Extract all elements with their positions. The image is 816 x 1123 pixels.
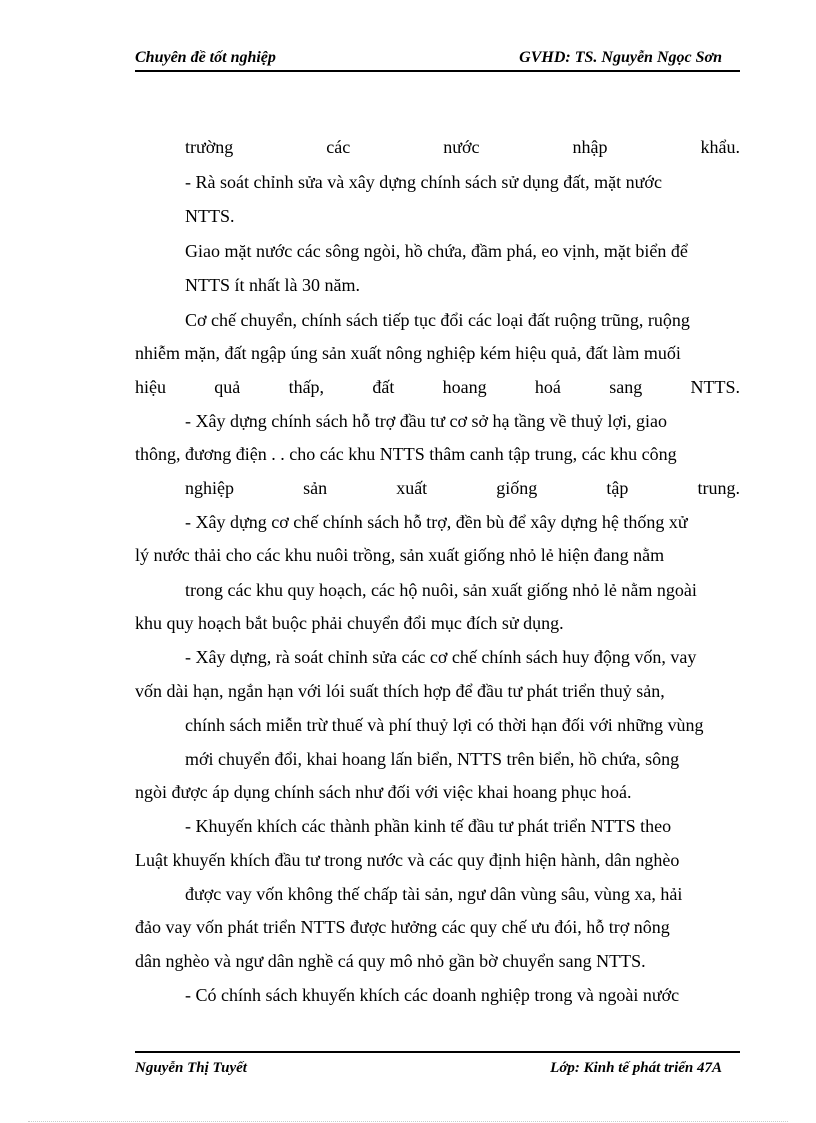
text-line: nghiệp sản xuất giống tập trung.	[185, 478, 740, 498]
text-line: mới chuyển đổi, khai hoang lấn biển, NTTS trên biển, hồ chứa, sông	[185, 749, 680, 769]
text-line: khu quy hoạch bắt buộc phải chuyển đổi mục đích sử dụng.	[135, 613, 564, 633]
text-line: nhiễm mặn, đất ngập úng sản xuất nông nghiệp kém hiệu quả, đất làm muối	[135, 343, 681, 363]
text-line: Giao mặt nước các sông ngòi, hồ chứa, đầm phá, eo vịnh, mặt biển để	[185, 241, 688, 261]
page-edge-divider	[28, 1121, 788, 1122]
page-header	[135, 46, 740, 72]
text-line: đảo vay vốn phát triển NTTS được hưởng các quy chế ưu đói, hỗ trợ nông	[135, 917, 670, 937]
text-line: vốn dài hạn, ngắn hạn với lói suất thích hợp để đầu tư phát triển thuỷ sản,	[135, 681, 665, 701]
page-footer	[135, 1051, 740, 1079]
text-line: - Có chính sách khuyến khích các doanh nghiệp trong và ngoài nước	[185, 985, 680, 1005]
text-line: - Khuyến khích các thành phần kinh tế đầu tư phát triển NTTS theo	[185, 816, 672, 836]
footer-author: Nguyễn Thị Tuyết	[135, 1060, 247, 1076]
text-line: lý nước thải cho các khu nuôi trồng, sản xuất giống nhỏ lẻ hiện đang nằm	[135, 545, 665, 565]
text-line: ngòi được áp dụng chính sách như đối với việc khai hoang phục hoá.	[135, 782, 632, 802]
text-line: NTTS.	[185, 206, 235, 226]
text-line: Cơ chế chuyển, chính sách tiếp tục đổi các loại đất ruộng trũng, ruộng	[185, 310, 690, 330]
text-line: thông, đương điện . . cho các khu NTTS thâm canh tập trung, các khu công	[135, 444, 677, 464]
text-line: - Xây dựng chính sách hỗ trợ đầu tư cơ sở hạ tầng về thuỷ lợi, giao	[185, 411, 667, 431]
text-line: - Xây dựng, rà soát chỉnh sửa các cơ chế chính sách huy động vốn, vay	[185, 647, 697, 667]
header-title: Chuyên đề tốt nghiệp	[135, 49, 276, 66]
text-line: dân nghèo và ngư dân nghề cá quy mô nhỏ gần bờ chuyển sang NTTS.	[135, 951, 646, 971]
footer-class: Lớp: Kinh tế phát triển 47A	[550, 1060, 722, 1076]
header-advisor: GVHD: TS. Nguyễn Ngọc Sơn	[519, 49, 722, 66]
text-line: được vay vốn không thế chấp tài sản, ngư dân vùng sâu, vùng xa, hải	[185, 884, 683, 904]
text-line: trường các nước nhập khẩu.	[185, 137, 740, 157]
text-line: hiệu quả thấp, đất hoang hoá sang NTTS.	[135, 377, 740, 397]
text-line: trong các khu quy hoạch, các hộ nuôi, sản xuất giống nhỏ lẻ nằm ngoài	[185, 580, 697, 600]
text-line: - Rà soát chỉnh sửa và xây dựng chính sách sử dụng đất, mặt nước	[185, 172, 662, 192]
text-line: NTTS ít nhất là 30 năm.	[185, 275, 360, 295]
text-line: - Xây dựng cơ chế chính sách hỗ trợ, đền bù để xây dựng hệ thống xử	[185, 512, 688, 532]
text-line: Luật khuyến khích đầu tư trong nước và các quy định hiện hành, dân nghèo	[135, 850, 680, 870]
text-line: chính sách miễn trừ thuế và phí thuỷ lợi có thời hạn đối với những vùng	[185, 715, 704, 735]
